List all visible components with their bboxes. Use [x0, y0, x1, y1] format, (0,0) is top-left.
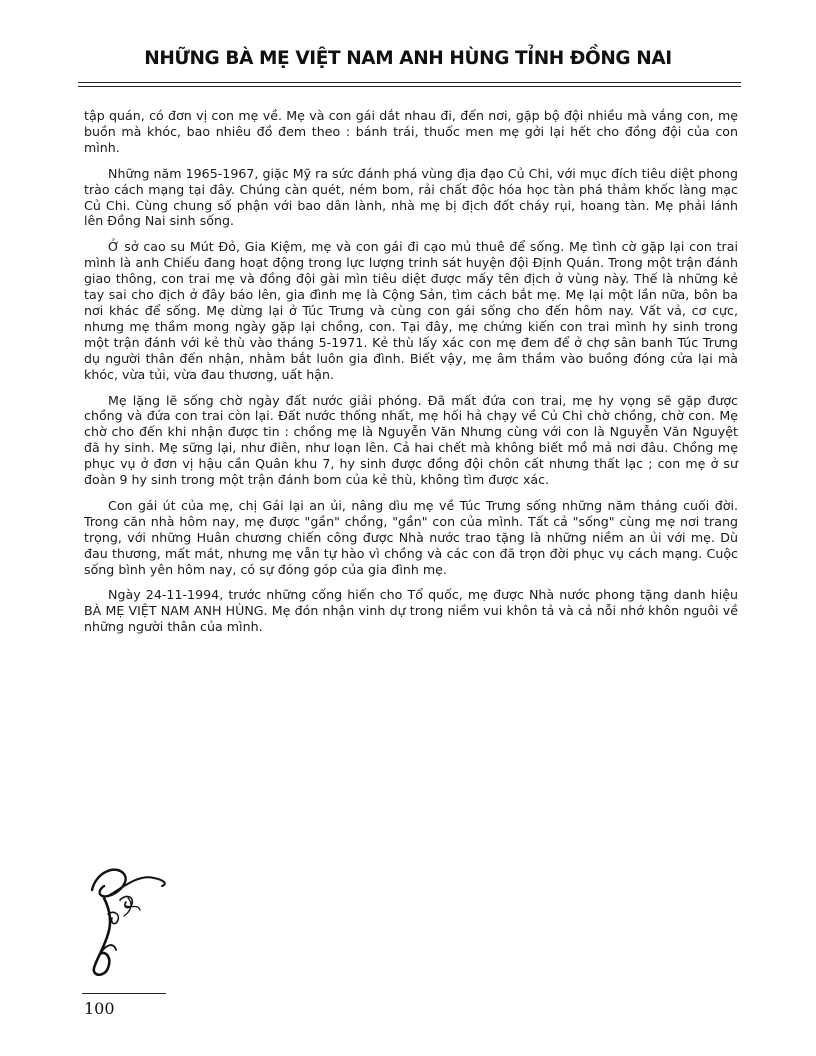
header-rule-top [78, 82, 741, 83]
paragraph: Con gái út của mẹ, chị Gái lại an ủi, nâng dìu mẹ về Túc Trưng sống những năm tháng cuối đời. Trong căn nhà hôm nay, mẹ được "gần" chồng, "gần" con của mình. Tất cả "sống" cùng mẹ nơi trang trọng, với những Huân chương chiến công được Nhà nước trao tặng là những niềm an ủi với mẹ. Dù đau thương, mất mát, nhưng mẹ vẫn tự hào vì chồng và các con đã trọn đời phục vụ cách mạng. Cuộc sống bình yên hôm nay, có sự đóng góp của gia đình mẹ. [84, 497, 738, 577]
paragraph: tập quán, có đơn vị con mẹ về. Mẹ và con gái dắt nhau đi, đến nơi, gặp bộ đội nhiều mà vắng con, mẹ buồn mà khóc, bao nhiêu đồ đem theo : bánh trái, thuốc men mẹ gởi lại hết cho đồng đội của con mình. [84, 108, 738, 155]
paragraph: Ở sở cao su Mút Đỏ, Gia Kiệm, mẹ và con gái đi cạo mủ thuê để sống. Mẹ tình cờ gặp lại con trai mình là anh Chiếu đang hoạt động trong lực lượng trinh sát huyện đội Định Quán. Trong một trận đánh giao thông, con trai mẹ và đồng đội gài mìn tiêu diệt được mấy tên địch ở vùng này. Thế là những kẻ tay sai cho địch ở đây báo lên, gia đình mẹ là Cộng Sản, tìm cách bắt mẹ. Mẹ lại một lần nữa, bôn ba nơi khác để sống. Mẹ dừng lại ở Túc Trưng và cùng con gái sống cho đến hôm nay. Vất vả, cơ cực, nhưng mẹ thầm mong ngày gặp lại chồng, con. Tại đây, mẹ chứng kiến con trai mình hy sinh trong một trận đánh với kẻ thù vào tháng 5-1971. Kẻ thù lấy xác con mẹ đem để ở chợ sân banh Túc Trưng dụ người thân đến nhận, nhằm bắt luôn gia đình. Biết vậy, mẹ âm thầm vào buồng đóng cửa lại mà khóc, vừa tủi, vừa đau thương, uất hận. [84, 239, 738, 382]
page-header-title: NHỮNG BÀ MẸ VIỆT NAM ANH HÙNG TỈNH ĐỒNG NAI [144, 48, 672, 69]
paragraph: Những năm 1965-1967, giặc Mỹ ra sức đánh phá vùng địa đạo Củ Chi, với mục đích tiêu diệt phong trào cách mạng tại đây. Chúng càn quét, ném bom, rải chất độc hóa học tàn phá thảm khốc làng mạc Củ Chi. Cùng chung số phận với bao dân lành, nhà mẹ bị địch đốt cháy rụi, hoang tàn. Mẹ phải lánh lên Đồng Nai sinh sống. [84, 165, 738, 229]
paragraph: Mẹ lặng lẽ sống chờ ngày đất nước giải phóng. Đã mất đứa con trai, mẹ hy vọng sẽ gặp được chồng và đứa con trai còn lại. Đất nước thống nhất, mẹ hối hả chạy về Củ Chi chờ chồng, chờ con. Mẹ chờ cho đến khi nhận được tin : chồng mẹ là Nguyễn Văn Nhưng cùng với con là Nguyễn Văn Nguyệt đã hy sinh. Mẹ sững lại, như điên, như loạn lên. Cả hai chết mà không biết mồ mả nơi đâu. Chồng mẹ phục vụ ở đơn vị hậu cần Quân khu 7, hy sinh được đồng đội chôn cất nhưng thất lạc ; con mẹ ở sư đoàn 9 hy sinh trong một trận đánh bom của kẻ thù, không tìm được xác. [84, 392, 738, 488]
page-number: 100 [84, 999, 115, 1018]
handwritten-signature [82, 858, 192, 978]
header-rule-bottom [78, 86, 741, 87]
body-text [84, 108, 738, 645]
paragraph: Ngày 24-11-1994, trước những cống hiến cho Tổ quốc, mẹ được Nhà nước phong tặng danh hiệu BÀ MẸ VIỆT NAM ANH HÙNG. Mẹ đón nhận vinh dự trong niềm vui khôn tả và cả nỗi nhớ khôn nguôi về những người thân của mình. [84, 587, 738, 635]
footer-rule [82, 993, 166, 994]
